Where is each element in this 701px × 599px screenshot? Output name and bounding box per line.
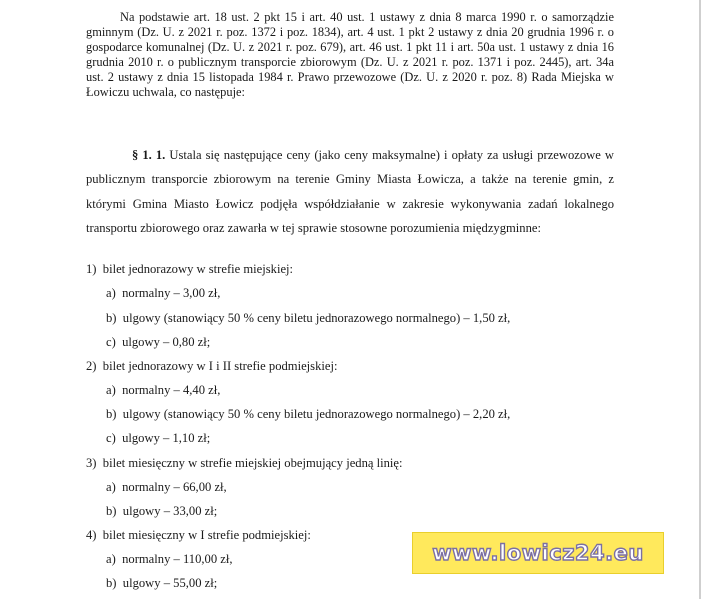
sub-item-text: ulgowy – 1,10 zł; [122,431,211,445]
sub-item-text: ulgowy – 0,80 zł; [122,335,211,349]
sub-item-1c [106,335,210,350]
sub-item-letter: c) [106,335,116,349]
section-intro-text: Ustala się następujące ceny (jako ceny maksymalne) i opłaty za usługi przewozowe w publicznym transporcie zbiorowym na terenie Gminy Miasta Łowicza, a także na terenie gmin, z którymi Gmina Miasto Łowicz podjęła współdziałanie w zakresie wykonywania zadań lokalnego transportu zbiorowego oraz zawarła w tej sprawie stosowne porozumienia międzygminne: [86,148,615,235]
sub-item-letter: a) [106,286,116,300]
sub-item-letter: b) [106,576,117,590]
sub-item-letter: a) [106,480,116,494]
sub-item-letter: b) [106,407,117,421]
sub-item-3a [106,480,227,495]
list-item-text: bilet jednorazowy w I i II strefie podmiejskiej: [102,359,338,373]
sub-item-2b [106,407,510,422]
preamble-paragraph: Na podstawie art. 18 ust. 2 pkt 15 i art. 40 ust. 1 ustawy z dnia 8 marca 1990 r. o samorządzie gminnym (Dz. U. z 2021 r. poz. 1372 i poz. 1834), art. 4 ust. 1 pkt 2 ustawy z dnia 20 grudnia 1996 r. o gospodarce komunalnej (Dz. U. z 2021 r. poz. 679), art. 46 ust. 1 pkt 11 i art. 50a ust. 1 ustawy z dnia 16 grudnia 2010 r. o publicznym transporcie zbiorowym (Dz. U. z 2021 r. poz. 1371 i poz. 2445), art. 34a ust. 2 ustawy z dnia 15 listopada 1984 r. Prawo przewozowe (Dz. U. z 2020 r. poz. 8) Rada Miejska w Łowiczu uchwala, co następuje: [86,10,614,99]
list-item-number: 1) [86,262,97,276]
sub-item-2a [106,383,220,398]
list-item-text: bilet miesięczny w strefie miejskiej obejmujący jedną linię: [102,456,403,470]
list-item-text: bilet miesięczny w I strefie podmiejskiej: [102,528,311,542]
section-intro [86,143,614,240]
sub-item-4b [106,576,217,591]
sub-item-text: ulgowy (stanowiący 50 % ceny biletu jednorazowego normalnego) – 1,50 zł, [122,311,511,325]
sub-item-text: ulgowy – 33,00 zł; [122,504,218,518]
sub-item-letter: c) [106,431,116,445]
list-item-2 [86,359,337,374]
list-item-1 [86,262,293,277]
list-item-number: 3) [86,456,97,470]
sub-item-1a [106,286,220,301]
list-item-3 [86,456,403,471]
sub-item-1b [106,311,510,326]
sub-item-text: normalny – 110,00 zł, [122,552,233,566]
watermark-text: www.lowicz24.eu [432,541,644,565]
sub-item-letter: a) [106,383,116,397]
watermark-badge [412,532,664,574]
list-item-number: 4) [86,528,97,542]
list-item-text: bilet jednorazowy w strefie miejskiej: [102,262,294,276]
sub-item-4a [106,552,233,567]
list-item-4 [86,528,311,543]
section-mark: § 1. 1. [132,148,166,162]
list-item-number: 2) [86,359,97,373]
sub-item-text: ulgowy (stanowiący 50 % ceny biletu jednorazowego normalnego) – 2,20 zł, [122,407,511,421]
sub-item-letter: a) [106,552,116,566]
sub-item-letter: b) [106,311,117,325]
sub-item-text: ulgowy – 55,00 zł; [122,576,218,590]
section-1 [86,143,614,240]
sub-item-text: normalny – 4,40 zł, [122,383,221,397]
sub-item-text: normalny – 66,00 zł, [122,480,227,494]
sub-item-3b [106,504,217,519]
sub-item-text: normalny – 3,00 zł, [122,286,221,300]
sub-item-letter: b) [106,504,117,518]
sub-item-2c [106,431,210,446]
